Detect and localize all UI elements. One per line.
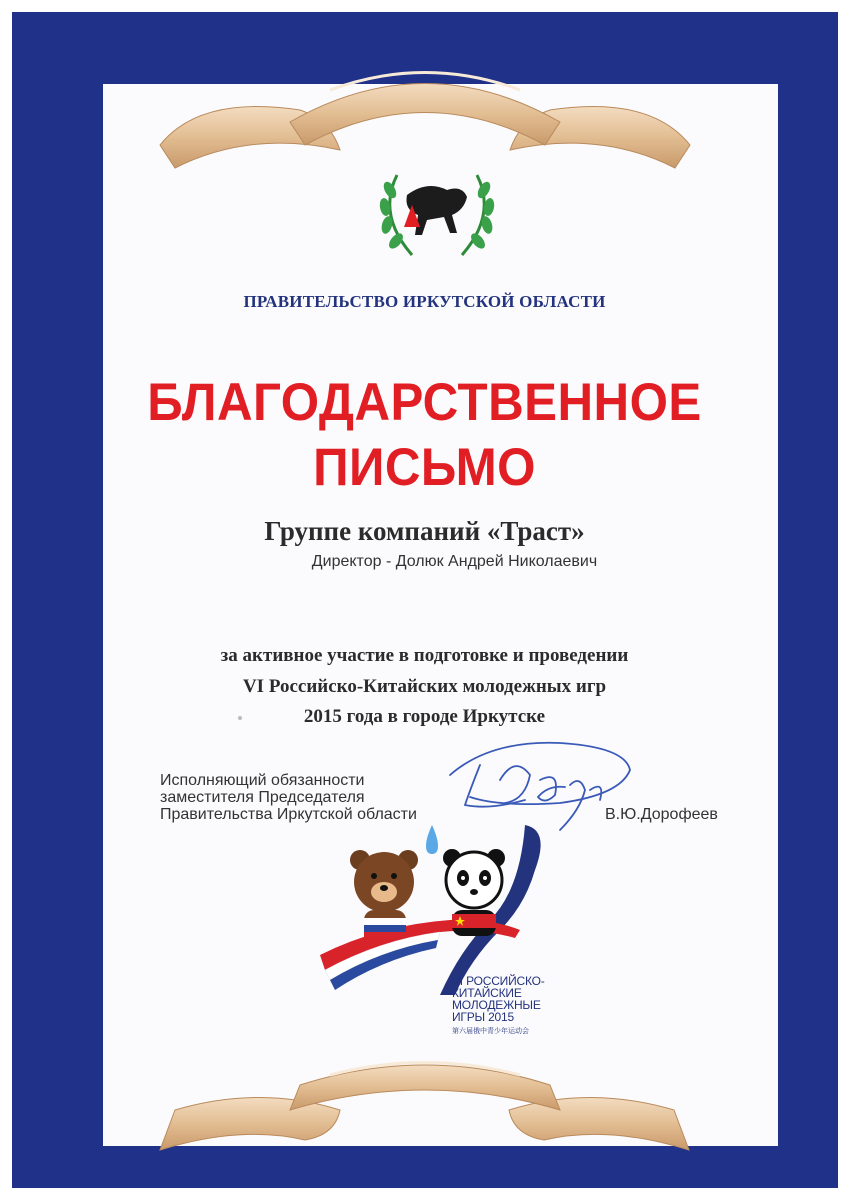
games-logo-line-3: МОЛОДЕЖНЫЕ bbox=[452, 998, 541, 1012]
games-logo-line-4: ИГРЫ 2015 bbox=[452, 1010, 514, 1024]
bear-mascot-icon bbox=[350, 850, 418, 938]
irkutsk-coat-of-arms bbox=[372, 155, 502, 270]
government-heading: ПРАВИТЕЛЬСТВО ИРКУТСКОЙ ОБЛАСТИ bbox=[243, 292, 606, 311]
games-logo-text bbox=[452, 975, 545, 1023]
signer-title-line-3: Правительства Иркутской области bbox=[160, 806, 417, 823]
recipient-director: Директор - Долюк Андрей Николаевич bbox=[311, 553, 598, 570]
paper-speck bbox=[238, 716, 242, 720]
certificate-title-line-1: БЛАГОДАРСТВЕННОЕ bbox=[147, 373, 702, 432]
panda-mascot-icon bbox=[443, 849, 505, 936]
reason-line-3: 2015 года в городе Иркутске bbox=[303, 706, 546, 727]
signer-title-line-2: заместителя Председателя bbox=[160, 789, 365, 806]
games-logo-line-2: КИТАЙСКИЕ bbox=[452, 986, 522, 1000]
recipient-name: Группе компаний «Траст» bbox=[264, 516, 585, 546]
bottom-ribbon-decoration bbox=[0, 1030, 849, 1170]
reason-line-1: за активное участие в подготовке и проведении bbox=[220, 645, 629, 666]
reason-line-2: VI Российско-Китайских молодежных игр bbox=[242, 676, 607, 697]
certificate-title-line-2: ПИСЬМО bbox=[313, 438, 536, 497]
signer-name: В.Ю.Дорофеев bbox=[605, 806, 718, 823]
games-logo-chinese: 第六届俄中青少年运动会 bbox=[452, 1027, 529, 1035]
games-logo-line-1: VI РОССИЙСКО- bbox=[452, 974, 545, 988]
games-mascot-logo bbox=[320, 810, 570, 1000]
signer-title-line-1: Исполняющий обязанности bbox=[160, 772, 365, 789]
